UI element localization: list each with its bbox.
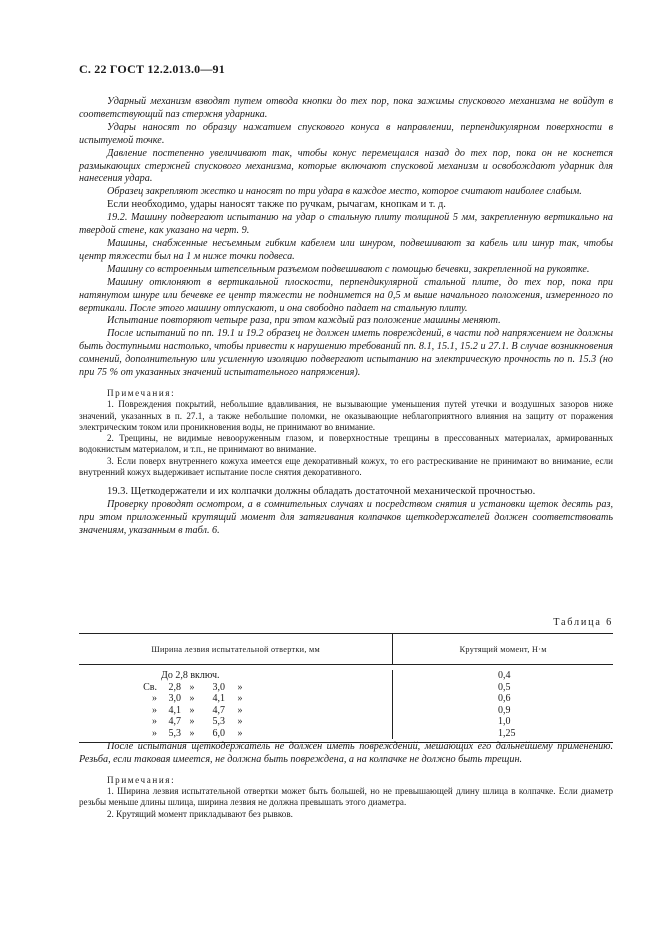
torque-cell: 1,25 [498, 727, 516, 739]
note-item: 2. Трещины, не видимые невооруженным глазом, и поверхностные трещины в прессованных материалах, армированных водокнистым материалом, и т.п., не принимают во внимание. [79, 433, 613, 455]
width-cell: » [189, 716, 195, 727]
torque-column [393, 670, 613, 739]
width-row [113, 728, 392, 740]
torque-cell: 0,4 [498, 670, 511, 681]
width-cell: 2,8 [168, 681, 181, 693]
width-cell: 4,7 [212, 704, 225, 716]
width-cell: » [237, 704, 243, 716]
width-cell: » [237, 693, 243, 704]
width-cell: » [189, 727, 195, 739]
torque-cell: 0,5 [498, 681, 511, 693]
width-cell: » [237, 716, 243, 727]
body-text [79, 96, 613, 538]
table-caption: Таблица 6 [553, 617, 613, 628]
paragraph: Образец закрепляют жестко и наносят по три удара в каждое место, которое считают наиболее слабым. [107, 186, 582, 198]
width-cell: » [152, 693, 157, 704]
width-cell: 5,3 [212, 716, 225, 727]
width-cell: 4,7 [168, 716, 181, 727]
width-cell: До 2,8 включ. [161, 670, 220, 681]
note-item: 3. Если поверх внутреннего кожуха имеется еще декоративный кожух, то его растрескивание не принимают во внимание, если внутренний кожух выдерживает испытание после снятия декоративного. [79, 455, 613, 478]
width-cell: 4,1 [212, 693, 225, 704]
width-row [113, 670, 392, 682]
page-header: С. 22 ГОСТ 12.2.013.0—91 [79, 62, 225, 76]
paragraph: 19.3. Щеткодержатели и их колпачки должны обладать достаточной механической прочностью. [107, 486, 536, 498]
note-item: 1. Ширина лезвия испытательной отвертки может быть большей, но не превышающей длину шлица в колпачке. Если диаметр резьбы меньше длины шлица, ширина лезвия не должна превышать этого диаметра. [79, 786, 613, 808]
width-row [113, 716, 392, 728]
paragraph: Машины, снабженные несъемным гибким кабелем или шнуром, подвешивают за кабель или шнур так, чтобы центр тяжести был на 1 м ниже точки подвеса. [79, 237, 613, 262]
paragraph: Давление постепенно увеличивают так, чтобы конус перемещался назад до тех пор, пока он не коснется размыкающих стержней спускового механизма, которые включают спусковой механизм и освобождают ударник для нанесения удара. [79, 147, 613, 185]
width-cell: » [237, 727, 243, 739]
width-cell: » [189, 681, 195, 693]
width-cell: 3,0 [168, 693, 181, 704]
paragraph: После испытаний по пп. 19.1 и 19.2 образец не должен иметь повреждений, в части под напряжением не должны быть доступными настолько, чтобы привести к нарушению требований пп. 8.1, 15.1, 15.2 и 27.1. В случае возникновения сомнений, дополнительную или усиленную изоляцию подвергают испытанию на электрическую прочность по п. 15.3 (но при 75 % от указанных значений испытательного напряжения). [79, 328, 613, 379]
table-header-width: Ширина лезвия испытательной отвертки, мм [79, 634, 393, 664]
paragraphs-a [79, 96, 613, 380]
width-cell: » [189, 704, 195, 716]
width-cell: 6,0 [212, 727, 225, 739]
paragraph: 19.2. Машину подвергают испытанию на удар о стальную плиту толщиной 5 мм, закрепленную вертикально на твердой стене, как указано на черт. 9. [79, 212, 613, 237]
notes-items [79, 399, 613, 478]
width-column [79, 670, 393, 739]
width-row [113, 693, 392, 705]
width-row [113, 682, 392, 694]
notes-items [79, 786, 613, 820]
note-item: 2. Крутящий момент прикладывают без рывков. [107, 808, 293, 819]
torque-table [79, 633, 613, 743]
paragraph: Испытание повторяют четыре раза, при этом каждый раз положение машины меняют. [107, 315, 501, 327]
width-cell: Св. [143, 681, 157, 693]
torque-cell: 1,0 [498, 716, 511, 727]
paragraph: Машину отклоняют в вертикальной плоскости, перпендикулярной стальной плите, до тех пор, пока при натянутом шнуре или бечевке ее центр тяжести не поднимется на 0,5 м выше начального положения, измеренного по вертикали. После этого машину отпускают, и она свободно падает на стальную плиту. [79, 276, 613, 314]
width-cell: 3,0 [212, 681, 225, 693]
table-body [79, 665, 613, 742]
notes-heading: Примечания: [107, 774, 176, 785]
notes-block-1 [79, 388, 613, 478]
table-header-torque: Крутящий момент, Н·м [459, 645, 547, 654]
paragraph: После испытания щеткодержатель не должен иметь повреждений, мешающих его дальнейшему применению. Резьба, если таковая имеется, не должна быть повреждена, а на колпачке не должно быть трещин. [79, 741, 613, 765]
note-item: 1. Повреждения покрытий, небольшие вдавливания, не вызывающие уменьшения путей утечки и воздушных зазоров ниже значений, указанных в п. 27.1, а также небольшие поломки, не оказывающие неблагоприятного влияния на защиту от поражения электрическим током или проникновения воды, не принимают во внимание. [79, 399, 613, 432]
width-cell: » [152, 727, 157, 739]
notes-block-2 [79, 775, 613, 820]
paragraph: Удары наносят по образцу нажатием спускового конуса в направлении, перпендикулярном поверхности в испытуемой точке. [79, 121, 613, 146]
width-cell: » [152, 716, 157, 727]
table-header-row [79, 634, 613, 665]
paragraph: Проверку проводят осмотром, а в сомнительных случаях и посредством снятия и установки щеток десять раз, при этом приложенный крутящий момент для затягивания колпачков щеткодержателей должен соответствовать значениям, указанным в табл. 6. [79, 499, 613, 537]
paragraph: Если необходимо, удары наносят также по ручкам, рычагам, кнопкам и т. д. [107, 199, 446, 211]
paragraph: Ударный механизм взводят путем отвода кнопки до тех пор, пока зажимы спускового механизма не войдут в соответствующий паз стержня ударника. [79, 96, 613, 120]
width-row [113, 705, 392, 717]
width-cell: 4,1 [168, 704, 181, 716]
torque-cell: 0,6 [498, 693, 511, 704]
after-text [79, 741, 613, 820]
paragraph: Машину со встроенным штепсельным разъемом подвешивают с помощью бечевки, закрепленной на рукоятке. [107, 263, 590, 275]
width-cell: 5,3 [168, 727, 181, 739]
paragraphs-b [79, 486, 613, 538]
width-cell: » [189, 693, 195, 704]
width-cell: » [237, 681, 243, 693]
width-cell: » [152, 704, 157, 716]
torque-cell: 0,9 [498, 704, 511, 716]
notes-heading: Примечания: [107, 387, 176, 398]
